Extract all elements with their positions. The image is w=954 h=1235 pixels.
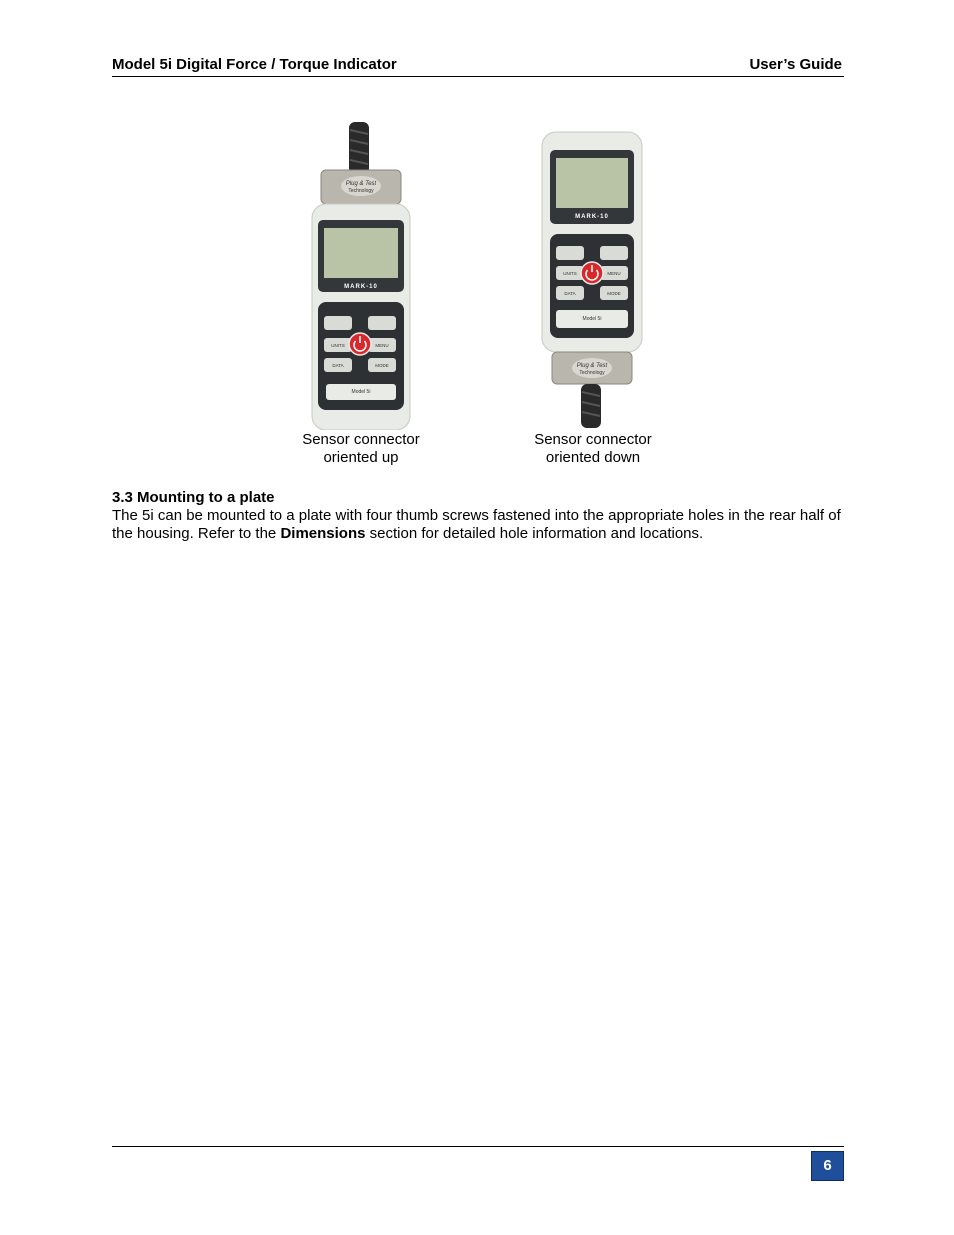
svg-text:DATA: DATA (332, 363, 344, 368)
connector-label: Plug & Test (345, 181, 377, 187)
connector-sublabel: Technology (579, 370, 605, 376)
svg-text:Model 5i: Model 5i (582, 316, 602, 322)
connector-label: Plug & Test (576, 363, 608, 369)
lcd-display (324, 228, 398, 278)
svg-text:MENU: MENU (375, 343, 389, 348)
section-heading: 3.3 Mounting to a plate (112, 489, 275, 506)
svg-text:UNITS: UNITS (563, 271, 577, 276)
svg-text:DATA: DATA (564, 291, 576, 296)
figure-caption-down: Sensor connector oriented down (534, 431, 652, 466)
lcd-display (556, 158, 628, 208)
connector-sublabel: Technology (348, 188, 374, 194)
document-title: Model 5i Digital Force / Torque Indicator (112, 56, 397, 73)
svg-text:MENU: MENU (607, 271, 621, 276)
section-paragraph: The 5i can be mounted to a plate with four thumb screws fastened into the appropriate holes in the rear half of the housing. Refer to the Dimensions section for detailed hole information and locations. (112, 507, 841, 542)
brand-logo: MARK-10 (344, 284, 378, 290)
document-type: User’s Guide (749, 56, 842, 73)
figure-caption-up: Sensor connector oriented up (302, 431, 420, 466)
svg-text:MODE: MODE (375, 363, 389, 368)
page-header (112, 56, 844, 77)
page-number-badge: 6 (811, 1151, 844, 1181)
device-image-connector-down (534, 130, 654, 428)
svg-text:UNITS: UNITS (331, 343, 345, 348)
device-image-connector-up (300, 122, 420, 430)
brand-logo: MARK-10 (575, 214, 609, 220)
svg-text:Model 5i: Model 5i (351, 389, 371, 395)
svg-text:MODE: MODE (607, 291, 621, 296)
footer-rule (112, 1146, 844, 1147)
dimensions-reference: Dimensions (280, 525, 366, 542)
